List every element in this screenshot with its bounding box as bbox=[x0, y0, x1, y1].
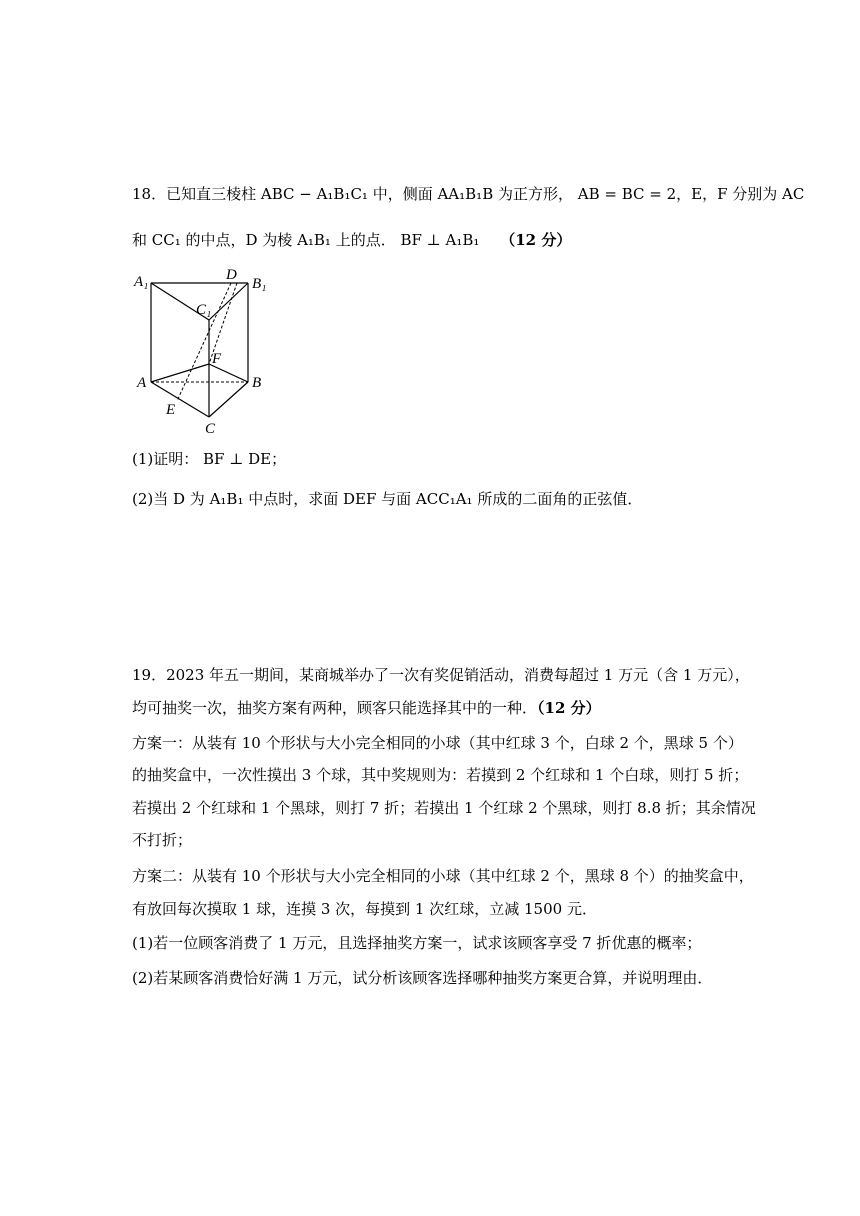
prism-figure bbox=[130, 265, 280, 440]
q19-part-2: (2)若某顾客消费恰好满 1 万元，试分析该顾客选择哪种抽奖方案更合算，并说明理由． bbox=[132, 969, 713, 987]
label-F: F bbox=[212, 351, 222, 367]
label-C: C bbox=[205, 421, 216, 437]
q19-plan1-line-4: 不打折； bbox=[132, 831, 193, 849]
q19-part-1: (1)若一位顾客消费了 1 万元，且选择抽奖方案一，试求该顾客享受 7 折优惠的概率； bbox=[132, 934, 702, 952]
segment-DE bbox=[177, 283, 231, 401]
q18-line-1: 18．已知直三棱柱 ABC − A₁B₁C₁ 中，侧面 AA₁B₁B 为正方形， AB = BC = 2，E，F 分别为 AC bbox=[132, 185, 805, 203]
q19-plan1-line-3: 若摸出 2 个红球和 1 个黑球，则打 7 折；若摸出 1 个红球 2 个黑球，则打 8.8 折；其余情况 bbox=[132, 799, 756, 817]
q19-line-2-text: 均可抽奖一次，抽奖方案有两种，顾客只能选择其中的一种． bbox=[132, 699, 538, 717]
q19-plan1-line-1: 方案一：从装有 10 个形状与大小完全相同的小球（其中红球 3 个，白球 2 个，黑球 5 个） bbox=[132, 734, 743, 752]
label-A: A bbox=[137, 375, 147, 391]
q19-score: （12 分） bbox=[537, 699, 601, 717]
label-B: B bbox=[252, 375, 262, 391]
q19-line-2 bbox=[132, 698, 601, 718]
q19-plan1-line-2: 的抽奖盒中，一次性摸出 3 个球，其中奖规则为：若摸到 2 个红球和 1 个白球，则打 5 折； bbox=[132, 766, 749, 784]
label-E: E bbox=[166, 402, 176, 418]
q18-line-2-text: 和 CC₁ 的中点，D 为棱 A₁B₁ 上的点． BF ⊥ A₁B₁ bbox=[132, 231, 480, 249]
q18-part-2: (2)当 D 为 A₁B₁ 中点时，求面 DEF 与面 ACC₁A₁ 所成的二面角的正弦值． bbox=[132, 490, 643, 508]
label-C1: C₁ bbox=[196, 302, 212, 318]
label-D: D bbox=[226, 267, 237, 283]
q18-line-2 bbox=[132, 230, 571, 250]
edge-AC bbox=[151, 382, 209, 417]
edge-BC bbox=[209, 382, 248, 417]
q19-plan2-line-1: 方案二：从装有 10 个形状与大小完全相同的小球（其中红球 2 个，黑球 8 个）的抽奖盒中， bbox=[132, 867, 754, 885]
segment-AF bbox=[151, 364, 209, 382]
q19-plan2-line-2: 有放回每次摸取 1 球，连摸 3 次，每摸到 1 次红球，立减 1500 元． bbox=[132, 900, 597, 918]
q19-line-1: 19．2023 年五一期间，某商城举办了一次有奖促销活动，消费每超过 1 万元（含 1 万元）， bbox=[132, 666, 750, 684]
q18-part-1: (1)证明： BF ⊥ DE； bbox=[132, 450, 287, 468]
label-B1: B₁ bbox=[252, 276, 267, 292]
q18-score: （12 分） bbox=[500, 231, 572, 249]
label-A1: A₁ bbox=[134, 274, 149, 290]
